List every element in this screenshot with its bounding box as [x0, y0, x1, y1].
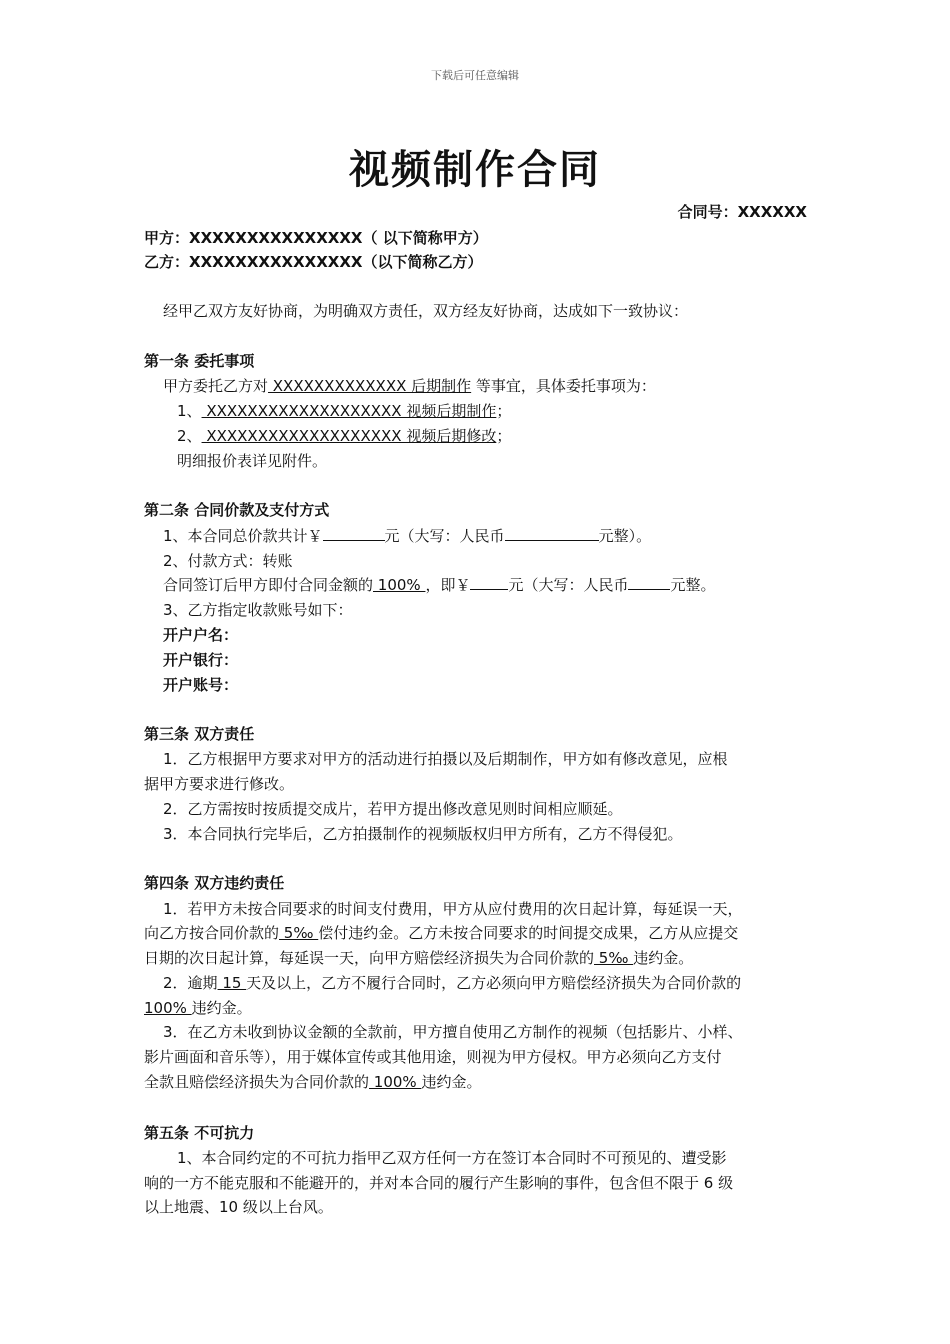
- blank-field: [470, 573, 508, 590]
- text: 向乙方按合同价款的: [144, 924, 280, 942]
- section-4-line: [163, 971, 741, 995]
- section-2-line: [163, 524, 651, 548]
- item-number: 1、: [177, 402, 202, 420]
- section-1-note: 明细报价表详见附件。: [177, 452, 328, 470]
- contract-number: 合同号：XXXXXX: [677, 203, 807, 221]
- text: 全款且赔偿经济损失为合同价款的: [144, 1073, 370, 1091]
- text: 日期的次日起计算，每延误一天，向甲方赔偿经济损失为合同价款的: [144, 949, 595, 967]
- section-4-heading: 第四条 双方违约责任: [144, 874, 285, 892]
- section-5-line: 以上地震、10 级以上台风。: [144, 1198, 333, 1216]
- section-3-heading: 第三条 双方责任: [144, 725, 255, 743]
- text: ，即￥: [425, 576, 471, 594]
- text: 违约金。: [421, 1073, 482, 1091]
- section-4-line: 1．若甲方未按合同要求的时间支付费用，甲方从应付费用的次日起计算，每延误一天，: [163, 900, 743, 918]
- section-3-line: 1．乙方根据甲方要求对甲方的活动进行拍摄以及后期制作，甲方如有修改意见，应根: [163, 750, 728, 768]
- text: 1、本合同总价款共计￥: [163, 527, 323, 545]
- underlined-text: 100%: [373, 576, 426, 594]
- underlined-text: 100%: [144, 999, 192, 1017]
- underlined-text: 100%: [369, 1073, 422, 1091]
- section-3-line: 3．本合同执行完毕后，乙方拍摄制作的视频版权归甲方所有，乙方不得侵犯。: [163, 825, 683, 843]
- section-2-line: 2、付款方式：转账: [163, 552, 293, 570]
- text: 元（大写：人民币: [508, 576, 629, 594]
- blank-field: [323, 524, 385, 541]
- party-b: 乙方：XXXXXXXXXXXXXXX（以下简称乙方）: [144, 253, 483, 271]
- account-name-label: 开户户名：: [163, 626, 239, 644]
- section-4-line: 3．在乙方未收到协议金额的全款前，甲方擅自使用乙方制作的视频（包括影片、小样、: [163, 1023, 743, 1041]
- section-5-heading: 第五条 不可抗力: [144, 1124, 255, 1142]
- text: 违约金。: [633, 949, 694, 967]
- section-1-heading: 第一条 委托事项: [144, 352, 255, 370]
- underlined-text: XXXXXXXXXXXXXXXXXXX 视频后期修改: [201, 427, 497, 445]
- item-number: 2、: [177, 427, 202, 445]
- party-a: 甲方：XXXXXXXXXXXXXXX（ 以下简称甲方）: [144, 229, 488, 247]
- text: ；: [496, 427, 512, 445]
- underlined-text: 15: [217, 974, 247, 992]
- underlined-text: 5‰: [279, 924, 319, 942]
- text: 2．逾期: [163, 974, 218, 992]
- section-2-line: [163, 573, 715, 597]
- text: 元整）。: [598, 527, 652, 545]
- section-3-line: 据甲方要求进行修改。: [144, 775, 295, 793]
- document-title: 视频制作合同: [349, 147, 601, 193]
- text: 元整。: [670, 576, 716, 594]
- section-1-line: [163, 374, 656, 398]
- section-4-line: [144, 1070, 481, 1094]
- section-4-line: [144, 946, 693, 970]
- section-3-line: 2．乙方需按时按质提交成片，若甲方提出修改意见则时间相应顺延。: [163, 800, 623, 818]
- blank-field: [628, 573, 670, 590]
- text: 违约金。: [191, 999, 252, 1017]
- blank-field: [505, 524, 599, 541]
- underlined-text: XXXXXXXXXXXXX 后期制作: [268, 377, 472, 395]
- text: ；: [496, 402, 512, 420]
- section-4-line: [144, 996, 252, 1020]
- section-1-item: [177, 399, 511, 423]
- section-2-line: 3、乙方指定收款账号如下：: [163, 601, 353, 619]
- section-5-line: 1、本合同约定的不可抗力指甲乙双方任何一方在签订本合同时不可预见的、遭受影: [177, 1149, 727, 1167]
- section-1-item: [177, 424, 511, 448]
- underlined-text: 5‰: [594, 949, 634, 967]
- text: 等事宜，具体委托事项为：: [471, 377, 656, 395]
- section-4-line: [144, 921, 738, 945]
- text: 合同签订后甲方即付合同金额的: [163, 576, 374, 594]
- section-2-heading: 第二条 合同价款及支付方式: [144, 501, 330, 519]
- section-4-line: 影片画面和音乐等），用于媒体宣传或其他用途，则视为甲方侵权。甲方必须向乙方支付: [144, 1048, 722, 1066]
- header-note: 下载后可任意编辑: [431, 69, 519, 82]
- underlined-text: XXXXXXXXXXXXXXXXXXX 视频后期制作: [201, 402, 497, 420]
- section-5-line: 响的一方不能克服和不能避开的，并对本合同的履行产生影响的事件，包含但不限于 6 级: [144, 1174, 734, 1192]
- text: 天及以上，乙方不履行合同时，乙方必须向甲方赔偿经济损失为合同价款的: [246, 974, 742, 992]
- text: 偿付违约金。乙方未按合同要求的时间提交成果，乙方从应提交: [318, 924, 739, 942]
- account-number-label: 开户账号：: [163, 676, 239, 694]
- intro-paragraph: 经甲乙双方友好协商，为明确双方责任，双方经友好协商，达成如下一致协议：: [163, 302, 689, 320]
- account-bank-label: 开户银行：: [163, 651, 239, 669]
- text: 元（大写：人民币: [384, 527, 505, 545]
- text: 甲方委托乙方对: [163, 377, 269, 395]
